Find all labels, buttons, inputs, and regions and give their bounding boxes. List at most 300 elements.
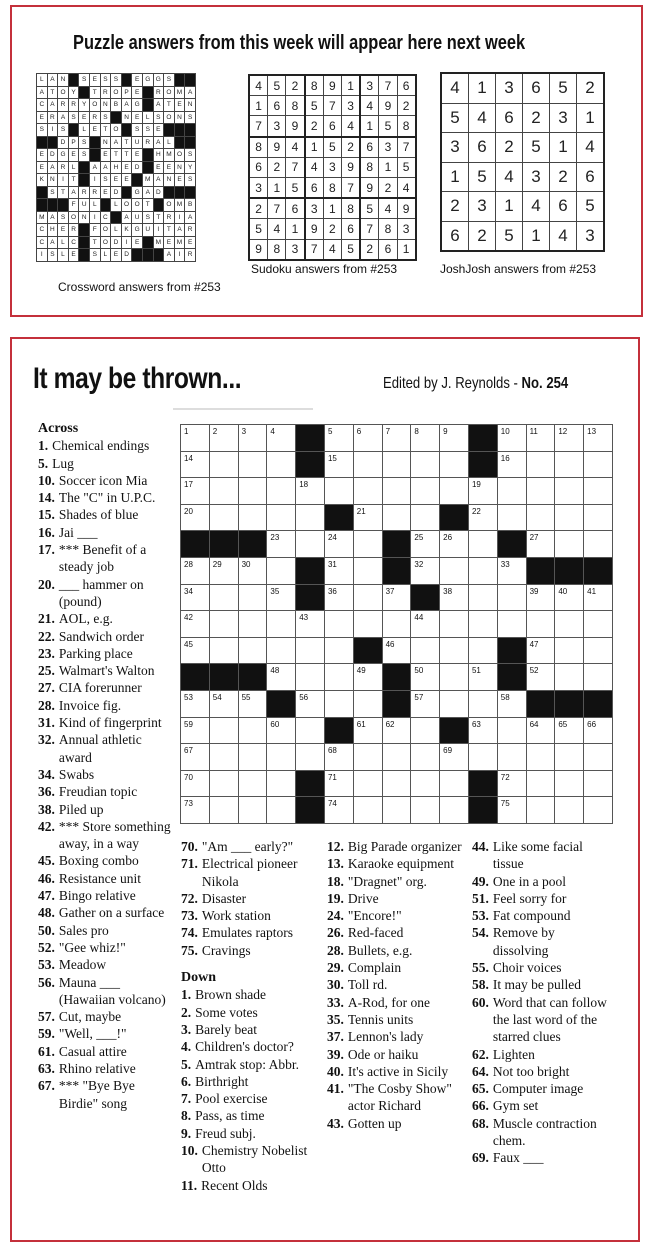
grid-cell[interactable] [411, 557, 440, 584]
across-clue[interactable] [38, 974, 173, 1009]
grid-cell[interactable] [209, 425, 238, 452]
down-clue[interactable] [181, 1056, 321, 1073]
grid-cell[interactable] [209, 611, 238, 638]
grid-cell[interactable] [497, 690, 526, 717]
grid-cell[interactable] [526, 504, 555, 531]
grid-cell[interactable] [296, 717, 325, 744]
grid-cell[interactable] [497, 770, 526, 797]
grid-cell[interactable] [267, 478, 296, 505]
grid-cell[interactable] [440, 690, 469, 717]
grid-cell[interactable] [382, 717, 411, 744]
cell-number: 66 [587, 719, 597, 729]
grid-cell[interactable] [468, 637, 497, 664]
grid-cell[interactable] [526, 451, 555, 478]
across-clue[interactable] [181, 907, 321, 924]
grid-cell[interactable] [584, 531, 613, 558]
down-clue[interactable] [181, 1021, 321, 1038]
across-clue[interactable] [38, 610, 173, 627]
grid-cell[interactable] [324, 451, 353, 478]
across-clue[interactable] [38, 524, 173, 541]
grid-cell[interactable] [411, 637, 440, 664]
grid-cell[interactable] [267, 664, 296, 691]
grid-cell[interactable] [181, 478, 210, 505]
grid-cell[interactable] [353, 744, 382, 771]
grid-cell[interactable] [555, 637, 584, 664]
grid-cell[interactable] [181, 797, 210, 824]
grid-cell[interactable] [555, 425, 584, 452]
grid-cell[interactable] [584, 611, 613, 638]
grid-cell[interactable] [497, 425, 526, 452]
down-clue[interactable] [472, 1097, 612, 1114]
grid-cell[interactable] [382, 478, 411, 505]
clue-number: 19. [327, 890, 344, 906]
grid-cell[interactable] [267, 531, 296, 558]
across-clue[interactable] [38, 628, 173, 645]
down-clue[interactable] [327, 959, 469, 976]
grid-cell[interactable] [324, 557, 353, 584]
across-clue[interactable] [181, 838, 321, 855]
grid-cell[interactable] [353, 504, 382, 531]
grid-cell[interactable] [440, 584, 469, 611]
grid-cell[interactable] [584, 584, 613, 611]
grid-cell[interactable] [353, 717, 382, 744]
down-clue[interactable] [472, 873, 612, 890]
grid-cell[interactable] [181, 770, 210, 797]
black-square [164, 124, 175, 137]
down-clue[interactable] [327, 873, 469, 890]
across-clue[interactable] [38, 679, 173, 696]
across-clue[interactable] [181, 890, 321, 907]
grid-cell[interactable] [267, 797, 296, 824]
grid-cell[interactable] [584, 425, 613, 452]
grid-cell[interactable] [324, 611, 353, 638]
grid-cell[interactable] [209, 557, 238, 584]
across-clue[interactable] [38, 801, 173, 818]
across-clue[interactable] [38, 1008, 173, 1025]
down-clue[interactable] [472, 1046, 612, 1063]
grid-cell[interactable] [238, 451, 267, 478]
down-clue[interactable] [472, 1115, 612, 1150]
grid-cell[interactable] [411, 425, 440, 452]
clue-text: Gather on a surface [58, 905, 165, 921]
grid-cell[interactable] [181, 611, 210, 638]
grid-cell[interactable] [238, 797, 267, 824]
grid-cell[interactable] [440, 770, 469, 797]
grid-cell[interactable] [468, 690, 497, 717]
grid-cell[interactable] [440, 744, 469, 771]
down-clue[interactable] [327, 976, 469, 993]
across-clue[interactable] [181, 942, 321, 959]
grid-cell[interactable] [382, 637, 411, 664]
grid-cell[interactable] [497, 504, 526, 531]
grid-cell[interactable] [353, 664, 382, 691]
grid-cell[interactable] [353, 478, 382, 505]
grid-cell[interactable] [382, 584, 411, 611]
grid-cell[interactable] [555, 770, 584, 797]
across-clue[interactable] [38, 852, 173, 869]
grid-cell[interactable] [181, 637, 210, 664]
down-clue[interactable] [472, 1063, 612, 1080]
clue-text: Word that can follow the last word of the starred clues [492, 994, 607, 1045]
grid-cell[interactable] [353, 584, 382, 611]
grid-cell[interactable] [296, 531, 325, 558]
grid-cell[interactable] [468, 717, 497, 744]
grid-cell[interactable] [584, 797, 613, 824]
grid-cell[interactable] [238, 425, 267, 452]
grid-cell[interactable] [238, 770, 267, 797]
down-clue[interactable] [181, 1177, 321, 1194]
grid-cell[interactable] [267, 717, 296, 744]
grid-cell[interactable] [440, 637, 469, 664]
grid-cell[interactable] [353, 690, 382, 717]
across-clue[interactable] [38, 904, 173, 921]
grid-cell[interactable] [584, 478, 613, 505]
black-square [111, 111, 122, 124]
across-clue[interactable] [38, 489, 173, 506]
across-clue[interactable] [38, 887, 173, 904]
grid-cell[interactable] [440, 611, 469, 638]
down-clue[interactable] [472, 976, 612, 993]
grid-cell[interactable] [468, 557, 497, 584]
sudoku-row [249, 157, 416, 177]
grid-cell[interactable] [324, 584, 353, 611]
grid-cell[interactable] [555, 797, 584, 824]
grid-cell[interactable] [382, 425, 411, 452]
grid-cell[interactable] [238, 557, 267, 584]
across-clue[interactable] [38, 731, 173, 766]
down-clue[interactable] [327, 890, 469, 907]
grid-cell[interactable] [209, 770, 238, 797]
down-clue[interactable] [327, 1063, 469, 1080]
grid-cell[interactable] [353, 557, 382, 584]
grid-cell[interactable] [296, 744, 325, 771]
grid-cell[interactable] [296, 611, 325, 638]
across-clue[interactable] [38, 1060, 173, 1077]
down-clue[interactable] [327, 994, 469, 1011]
grid-cell[interactable] [324, 690, 353, 717]
grid-cell[interactable] [296, 478, 325, 505]
joshjosh-cell: 6 [496, 103, 523, 133]
across-clue[interactable] [38, 472, 173, 489]
grid-cell[interactable] [497, 744, 526, 771]
grid-cell[interactable] [555, 664, 584, 691]
grid-cell[interactable] [411, 797, 440, 824]
across-clue[interactable] [38, 576, 173, 611]
grid-cell[interactable] [468, 531, 497, 558]
grid-cell[interactable] [497, 717, 526, 744]
grid-cell[interactable] [267, 557, 296, 584]
grid-cell[interactable] [181, 504, 210, 531]
crossword-caption: Crossword answers from #253 [58, 280, 221, 294]
answer-cell: L [79, 124, 90, 137]
down-clue[interactable] [472, 907, 612, 924]
grid-cell[interactable] [238, 611, 267, 638]
grid-cell[interactable] [181, 584, 210, 611]
grid-cell[interactable] [555, 717, 584, 744]
grid-cell[interactable] [440, 451, 469, 478]
clue-text: Lug [52, 455, 74, 471]
grid-cell[interactable] [468, 504, 497, 531]
down-clue[interactable] [181, 1142, 321, 1177]
down-clue[interactable] [327, 924, 469, 941]
answer-cell: O [100, 224, 111, 237]
grid-cell[interactable] [324, 664, 353, 691]
across-clue[interactable] [38, 956, 173, 973]
answer-cell: E [111, 249, 122, 262]
across-clue[interactable] [38, 818, 173, 853]
grid-cell[interactable] [584, 664, 613, 691]
across-clue[interactable] [38, 506, 173, 523]
across-clue[interactable] [38, 922, 173, 939]
grid-cell[interactable] [209, 717, 238, 744]
grid-cell[interactable] [411, 611, 440, 638]
clue-text: Fat compound [492, 908, 571, 924]
grid-cell[interactable] [267, 770, 296, 797]
down-clue[interactable] [327, 855, 469, 872]
cell-number: 7 [385, 427, 391, 436]
grid-cell[interactable] [238, 690, 267, 717]
down-clue[interactable] [181, 986, 321, 1003]
grid-cell[interactable] [382, 797, 411, 824]
down-clue[interactable] [327, 1046, 469, 1063]
grid-cell[interactable] [267, 611, 296, 638]
grid-cell[interactable] [324, 531, 353, 558]
grid-cell[interactable] [497, 797, 526, 824]
grid-cell[interactable] [555, 451, 584, 478]
black-square [142, 236, 153, 249]
grid-cell[interactable] [209, 690, 238, 717]
grid-cell[interactable] [411, 744, 440, 771]
grid-cell[interactable] [526, 425, 555, 452]
black-square [142, 161, 153, 174]
down-clue[interactable] [472, 994, 612, 1046]
grid-cell[interactable] [411, 664, 440, 691]
across-clue[interactable] [38, 645, 173, 662]
across-clue[interactable] [38, 541, 173, 576]
across-clue[interactable] [181, 855, 321, 890]
down-clue[interactable] [327, 838, 469, 855]
clue-text: Faux ___ [492, 1150, 544, 1166]
grid-cell[interactable] [411, 690, 440, 717]
grid-cell[interactable] [584, 744, 613, 771]
grid-cell[interactable] [440, 531, 469, 558]
down-clue[interactable] [327, 942, 469, 959]
grid-cell[interactable] [353, 425, 382, 452]
grid-cell[interactable] [555, 584, 584, 611]
grid-cell[interactable] [526, 584, 555, 611]
cell-number: 68 [327, 746, 337, 756]
grid-row [181, 584, 613, 611]
grid-cell[interactable] [324, 744, 353, 771]
grid-cell[interactable] [209, 451, 238, 478]
joshjosh-cell: 6 [523, 73, 550, 103]
clue-text: Amtrak stop: Abbr. [195, 1056, 299, 1072]
grid-cell[interactable] [209, 744, 238, 771]
across-clue[interactable] [181, 924, 321, 941]
grid-cell[interactable] [353, 770, 382, 797]
grid-cell[interactable] [353, 451, 382, 478]
grid-cell[interactable] [526, 744, 555, 771]
down-clue[interactable] [181, 1004, 321, 1021]
grid-cell[interactable] [353, 611, 382, 638]
down-clue[interactable] [327, 1115, 469, 1132]
grid-cell[interactable] [296, 504, 325, 531]
grid-cell[interactable] [209, 797, 238, 824]
grid-cell[interactable] [468, 664, 497, 691]
down-clue[interactable] [327, 1011, 469, 1028]
down-clue[interactable] [181, 1073, 321, 1090]
across-clue[interactable] [38, 697, 173, 714]
grid-cell[interactable] [296, 664, 325, 691]
grid-cell[interactable] [468, 611, 497, 638]
grid-cell[interactable] [468, 478, 497, 505]
grid-cell[interactable] [497, 478, 526, 505]
grid-cell[interactable] [440, 425, 469, 452]
grid-cell[interactable] [497, 584, 526, 611]
grid-cell[interactable] [555, 611, 584, 638]
grid-cell[interactable] [209, 478, 238, 505]
grid-cell[interactable] [555, 744, 584, 771]
grid-cell[interactable] [382, 611, 411, 638]
across-clue[interactable] [38, 939, 173, 956]
grid-cell[interactable] [238, 504, 267, 531]
grid-cell[interactable] [382, 504, 411, 531]
across-clue[interactable] [38, 1043, 173, 1060]
grid-cell[interactable] [526, 717, 555, 744]
grid-cell[interactable] [353, 531, 382, 558]
down-clue[interactable] [472, 1149, 612, 1166]
down-clue[interactable] [472, 924, 612, 959]
grid-cell[interactable] [411, 451, 440, 478]
across-clue[interactable] [38, 1077, 173, 1112]
down-clue[interactable] [327, 1080, 469, 1115]
black-square [132, 174, 143, 187]
grid-cell[interactable] [440, 664, 469, 691]
grid-cell[interactable] [411, 531, 440, 558]
cell-number: 18 [299, 480, 309, 490]
grid-cell[interactable] [497, 557, 526, 584]
sudoku-cell: 8 [360, 157, 379, 177]
grid-cell[interactable] [584, 504, 613, 531]
clue-text: Casual attire [58, 1043, 127, 1059]
grid-cell[interactable] [267, 504, 296, 531]
grid-cell[interactable] [555, 478, 584, 505]
grid-cell[interactable] [468, 744, 497, 771]
down-clue[interactable] [472, 890, 612, 907]
grid-cell[interactable] [440, 797, 469, 824]
grid-cell[interactable] [296, 690, 325, 717]
grid-cell[interactable] [497, 451, 526, 478]
across-clue[interactable] [38, 1025, 173, 1042]
grid-cell[interactable] [584, 717, 613, 744]
grid-cell[interactable] [584, 637, 613, 664]
grid-cell[interactable] [324, 478, 353, 505]
grid-cell[interactable] [324, 425, 353, 452]
grid-cell[interactable] [181, 425, 210, 452]
down-clue[interactable] [181, 1107, 321, 1124]
grid-cell[interactable] [267, 451, 296, 478]
grid-cell[interactable] [555, 504, 584, 531]
grid-cell[interactable] [209, 584, 238, 611]
sudoku-cell: 4 [268, 219, 286, 239]
grid-cell[interactable] [526, 611, 555, 638]
grid-cell[interactable] [353, 797, 382, 824]
grid-cell[interactable] [181, 744, 210, 771]
grid-cell[interactable] [238, 478, 267, 505]
grid-cell[interactable] [526, 664, 555, 691]
grid-cell[interactable] [468, 584, 497, 611]
cell-number: 1 [184, 427, 189, 436]
grid-cell[interactable] [209, 504, 238, 531]
across-clue[interactable] [38, 766, 173, 783]
grid-cell[interactable] [411, 717, 440, 744]
across-clue[interactable] [38, 870, 173, 887]
grid-cell[interactable] [411, 504, 440, 531]
grid-cell[interactable] [526, 478, 555, 505]
grid-cell[interactable] [526, 797, 555, 824]
down-clue[interactable] [181, 1090, 321, 1107]
answer-cell: M [164, 149, 175, 162]
grid-cell[interactable] [324, 770, 353, 797]
grid-cell[interactable] [411, 770, 440, 797]
grid-cell[interactable] [324, 797, 353, 824]
grid-cell[interactable] [555, 531, 584, 558]
grid-cell[interactable] [411, 478, 440, 505]
grid-cell[interactable] [584, 451, 613, 478]
grid-cell[interactable] [181, 717, 210, 744]
across-clue[interactable] [38, 437, 173, 454]
grid-cell[interactable] [181, 557, 210, 584]
clue-text: Tennis units [347, 1011, 414, 1027]
grid-cell[interactable] [267, 584, 296, 611]
grid-cell[interactable] [497, 611, 526, 638]
down-clue[interactable] [327, 907, 469, 924]
answer-cell: E [111, 174, 122, 187]
grid-cell[interactable] [584, 770, 613, 797]
down-clue[interactable] [472, 959, 612, 976]
grid-cell[interactable] [209, 637, 238, 664]
down-clue[interactable] [181, 1125, 321, 1142]
grid-cell[interactable] [238, 717, 267, 744]
grid-cell[interactable] [440, 478, 469, 505]
grid-cell[interactable] [382, 451, 411, 478]
grid-cell[interactable] [238, 744, 267, 771]
across-clue[interactable] [38, 455, 173, 472]
grid-cell[interactable] [267, 425, 296, 452]
grid-cell[interactable] [181, 690, 210, 717]
across-clue[interactable] [38, 714, 173, 731]
across-clue[interactable] [38, 783, 173, 800]
grid-cell[interactable] [526, 770, 555, 797]
grid-cell[interactable] [238, 584, 267, 611]
down-clue[interactable] [327, 1028, 469, 1045]
down-clue[interactable] [181, 1038, 321, 1055]
grid-cell[interactable] [296, 637, 325, 664]
grid-cell[interactable] [267, 744, 296, 771]
grid-cell[interactable] [382, 744, 411, 771]
grid-cell[interactable] [440, 557, 469, 584]
grid-cell[interactable] [526, 637, 555, 664]
grid-cell[interactable] [267, 637, 296, 664]
grid-cell[interactable] [238, 637, 267, 664]
down-clue[interactable] [472, 1080, 612, 1097]
grid-cell[interactable] [526, 531, 555, 558]
grid-cell[interactable] [382, 770, 411, 797]
across-clue[interactable] [38, 662, 173, 679]
grid-cell[interactable] [324, 637, 353, 664]
grid-cell[interactable] [181, 451, 210, 478]
down-clue[interactable] [472, 838, 612, 873]
